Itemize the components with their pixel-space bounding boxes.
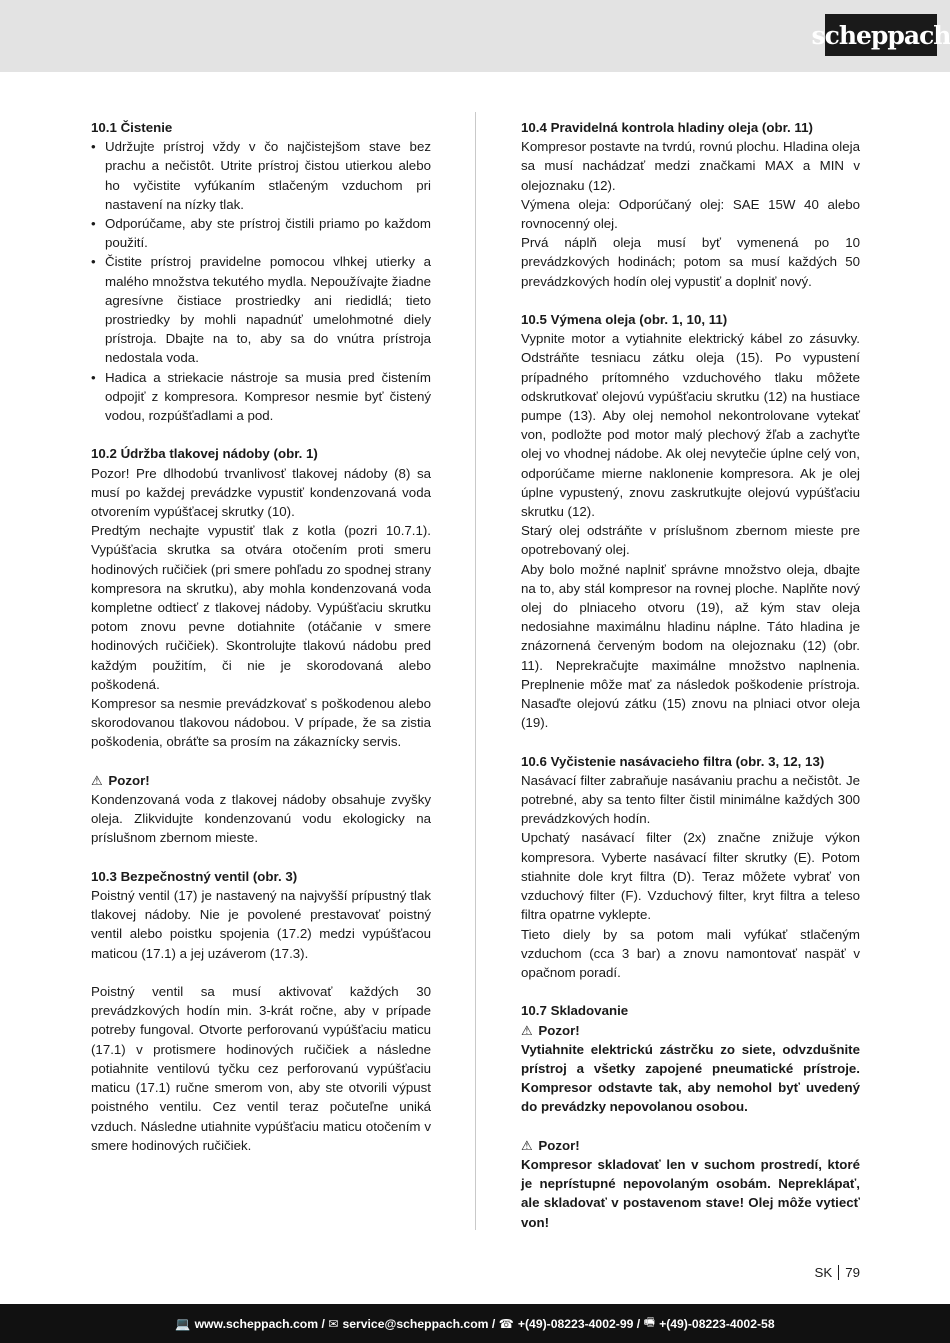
page-number bbox=[814, 1265, 860, 1280]
header-bar bbox=[0, 0, 950, 72]
phone-icon: ☎ bbox=[498, 1316, 514, 1331]
footer-email-link[interactable]: service@scheppach.com bbox=[342, 1316, 489, 1331]
list-item: • Odporúčame, aby ste prístroj čistili priamo po každom použití. bbox=[91, 214, 431, 252]
paragraph: Kompresor sa nesmie prevádzkovať s poškodenou alebo skorodovanou tlakovou nádobou. V prípade, že sa zistia poškodenia, obráťte sa prosím na zákaznícky servis. bbox=[91, 696, 431, 750]
page-number-separator bbox=[838, 1265, 839, 1280]
paragraph: Starý olej odstráňte v príslušnom zbernom mieste pre opotrebovaný olej. bbox=[521, 523, 860, 558]
list-item: • Udržujte prístroj vždy v čo najčistejšom stave bez prachu a nečistôt. Utrite prístroj čistou utierkou alebo ho vyčistite vyfúkaním stlačeným vzduchom pri nastavení na nízky tlak. bbox=[91, 137, 431, 214]
paragraph: Predtým nechajte vypustiť tlak z kotla (pozri 10.7.1). Vypúšťacia skrutka sa otvára otočením proti smeru hodinových ručičiek (pri smere pohľadu zo spodnej strany kompresora na skrutku), aby mohla kondenzovaná voda kompletne odtiecť z tlakovej nádoby. Vypúšťaciu skrutku potom znovu pevne dotiahnite (otáčanie v smere hodinových ručičiek). Skontrolujte tlakovú nádobu pred každým použitím, či nie je skorodovaná alebo poškodená. bbox=[91, 523, 431, 692]
fax-icon: 🖷 bbox=[643, 1315, 656, 1329]
language-code: SK bbox=[814, 1265, 833, 1280]
section-title-safety-valve: 10.3 Bezpečnostný ventil (obr. 3) bbox=[91, 868, 298, 884]
warning-icon: ⚠ bbox=[521, 1137, 533, 1153]
list-item: • Čistite prístroj pravidelne pomocou vlhkej utierky a malého množstva tekutého mydla. Nepoužívajte žiadne agresívne čistiace prostriedky ani riedidlá; tieto prostriedky by mohli napadnúť umelohmotné diely prístroja. Dbajte na to, aby sa do vnútra prístroja nedostala voda. bbox=[91, 252, 431, 367]
warning-label: Pozor! bbox=[538, 1022, 580, 1038]
paragraph: Tieto diely by sa potom mali vyfúkať stlačeným vzduchom (cca 3 bar) a znovu namontovať naspäť v opačnom poradí. bbox=[521, 926, 860, 980]
list-item: • Hadica a striekacie nástroje sa musia pred čistením odpojiť z kompresora. Kompresor nesmie byť čistený vodou, rozpúšťadlami a pod. bbox=[91, 368, 431, 426]
warning-label: Pozor! bbox=[108, 772, 150, 788]
footer-separator: / bbox=[488, 1316, 499, 1331]
section-title-cleaning: 10.1 Čistenie bbox=[91, 120, 173, 135]
computer-icon: 💻 bbox=[175, 1316, 191, 1331]
footer-bar bbox=[0, 1304, 950, 1343]
footer-separator: / bbox=[318, 1316, 329, 1331]
paragraph: Prvá náplň oleja musí byť vymenená po 10 prevádzkových hodinách; potom sa musí každých 50 prevádzkových hodín olej vypustiť a doplniť nový. bbox=[521, 235, 860, 289]
footer-website-link[interactable]: www.scheppach.com bbox=[194, 1316, 319, 1331]
warning-heading bbox=[521, 1021, 860, 1040]
footer-separator: / bbox=[633, 1316, 644, 1331]
paragraph: Kompresor postavte na tvrdú, rovnú plochu. Hladina oleja sa musí nachádzať medzi značkami MAX a MIN v olejoznaku (12). bbox=[521, 139, 860, 193]
warning-heading bbox=[91, 771, 431, 790]
warning-icon: ⚠ bbox=[521, 1022, 533, 1038]
section-title-storage: 10.7 Skladovanie bbox=[521, 1003, 629, 1019]
paragraph: Poistný ventil (17) je nastavený na najvyšší prípustný tlak tlakovej nádoby. Nie je povolené prestavovať poistný ventil alebo poistku spojenia (17.2) medzi vypúšťacou maticou (17.1) a jej uzáverom (17.3). bbox=[91, 888, 431, 961]
footer-fax: +(49)-08223-4002-58 bbox=[659, 1316, 775, 1331]
paragraph: Pozor! Pre dlhodobú trvanlivosť tlakovej nádoby (8) sa musí po každej prevádzke vypustiť kondenzovaná voda otvorením vypúšťacej skrutky (10). bbox=[91, 465, 431, 520]
mail-icon: ✉ bbox=[328, 1316, 339, 1331]
warning-text: Kondenzovaná voda z tlakovej nádoby obsahuje zvyšky oleja. Zlikvidujte kondenzovanú vodu ekologicky na príslušnom zbernom mieste. bbox=[91, 792, 431, 846]
column-divider bbox=[475, 112, 476, 1230]
section-title-tank-maintenance: 10.2 Údržba tlakovej nádoby (obr. 1) bbox=[91, 446, 318, 462]
section-title-oil-level: 10.4 Pravidelná kontrola hladiny oleja (obr. 11) bbox=[521, 120, 813, 135]
cleaning-list bbox=[91, 137, 431, 425]
footer-phone: +(49)-08223-4002-99 bbox=[517, 1316, 634, 1331]
paragraph: Vypnite motor a vytiahnite elektrický kábel zo zásuvky. Odstráňte tesniacu zátku oleja (15). Po vypustení prípadného prítomného vzduchového tlaku môžete odskrutkovať olejovú vypúšťaciu skrutku (12) na hustiace pumpe (13). Aby olej nemohol nekontrolovane vytekať von, podložte pod motor malý plechový žľab a zachyťte olej vo vhodnej nádobe. Ak olej nevytečie úplne celý von, odporúčame mierne naklonenie kompresora. Ak je olej úplne vypustený, znovu zaskrutkujte olejovú vypúšťaciu skrutku (12). bbox=[521, 331, 860, 520]
page-number-value: 79 bbox=[845, 1265, 860, 1280]
paragraph: Aby bolo možné naplniť správne množstvo oleja, dbajte na to, aby stál kompresor na rovnej ploche. Naplňte nový olej do plniaceho otvoru (19), až kým stav oleja nedosiahne maximálnu hladinu náplne. Táto hladina je znázornená červeným bodom na olejoznaku (12) (obr. 11). Neprekračujte maximálne množstvo naplnenia. Preplnenie môže mať za následok poškodenie prístroja. Nasaďte olejovú zátku (15) znovu na plniaci otvor oleja (19). bbox=[521, 561, 860, 731]
section-title-oil-change: 10.5 Výmena oleja (obr. 1, 10, 11) bbox=[521, 312, 728, 328]
warning-text: Kompresor skladovať len v suchom prostredí, ktoré je neprístupné nepovolaným osobám. Nepreklápať, ale skladovať v postavenom stave! Olej môže vytiecť von! bbox=[521, 1156, 860, 1230]
brand-logo: scheppach bbox=[825, 14, 937, 56]
right-column bbox=[521, 118, 860, 1232]
paragraph: Poistný ventil sa musí aktivovať každých 30 prevádzkových hodín min. 3-krát ročne, aby v prípade potreby fungoval. Otvorte perforovanú vypúšťaciu maticu (17.1) v protismere hodinových ručičiek a následne potiahnite ventilovú tyčku cez perforovanú vypúšťaciu maticu (17.1) ručne smerom von, aby ste otvorili výpust poistného ventilu. Cez ventil teraz počuteľne uniká vzduch. Následne utiahnite vypúšťaciu maticu otočením v smere hodinových ručičiek. bbox=[91, 984, 431, 1153]
paragraph: Nasávací filter zabraňuje nasávaniu prachu a nečistôt. Je potrebné, aby sa tento filter čistil minimálne každých 300 prevádzkových hodín. bbox=[521, 772, 860, 827]
warning-icon: ⚠ bbox=[91, 772, 103, 788]
warning-label: Pozor! bbox=[538, 1137, 580, 1153]
paragraph: Výmena oleja: Odporúčaný olej: SAE 15W 40 alebo rovnocenný olej. bbox=[521, 196, 860, 232]
paragraph: Upchatý nasávací filter (2x) značne znižuje výkon kompresora. Vyberte nasávací filter skrutky (E). Potom stiahnite dole kryt filtra (D). Teraz môžete vybrať von vzduchový filter (F). Vzduchový filter, kryt filtra a teleso filtra opatrne vyklepte. bbox=[521, 830, 860, 923]
left-column bbox=[91, 118, 431, 1155]
section-title-intake-filter: 10.6 Vyčistenie nasávacieho filtra (obr. 3, 12, 13) bbox=[521, 753, 825, 769]
warning-text: Vytiahnite elektrickú zástrčku zo siete, odvzdušnite prístroj a všetky zapojené pneumatické prístroje. Kompresor odstavte tak, aby nemohol byť uvedený do prevádzky nepovolanou osobou. bbox=[521, 1041, 860, 1115]
warning-heading bbox=[521, 1136, 860, 1155]
